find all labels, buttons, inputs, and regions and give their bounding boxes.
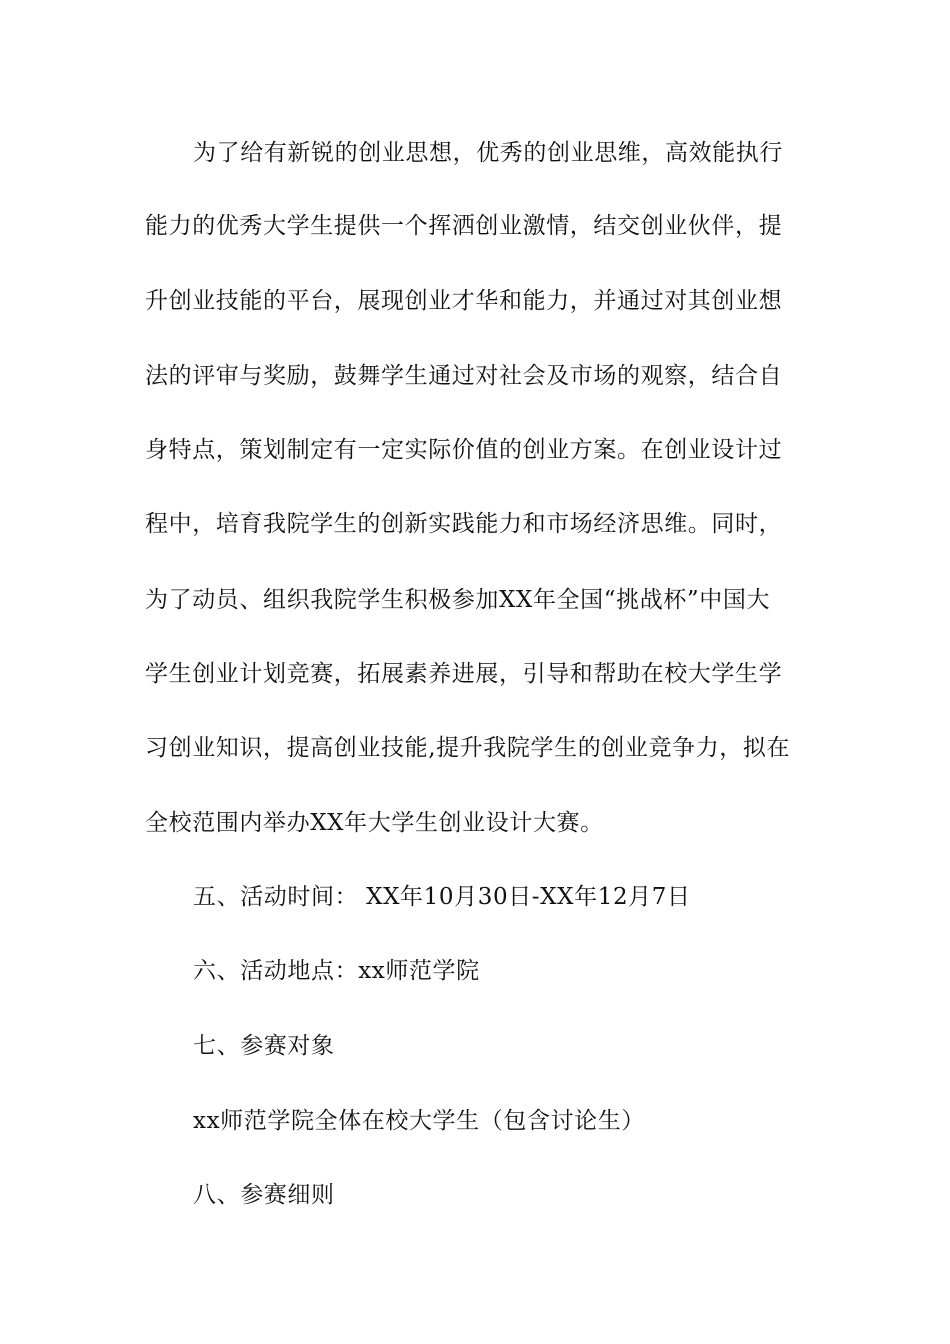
activity-time: 五、活动时间： XX年10月30日-XX年12月7日 <box>193 884 691 910</box>
paragraph-line-10: 全校范围内举办XX年大学生创业设计大赛。 <box>145 810 604 836</box>
paragraph-line-6: 程中，培育我院学生的创新实践能力和市场经济思维。同时， <box>145 511 783 537</box>
participants-text: xx师范学院全体在校大学生（包含讨论生） <box>193 1108 645 1134</box>
paragraph-line-3: 升创业技能的平台，展现创业才华和能力，并通过对其创业想 <box>145 288 783 314</box>
rules-heading: 八、参赛细则 <box>193 1182 335 1208</box>
participants-heading: 七、参赛对象 <box>193 1033 335 1059</box>
paragraph-line-4: 法的评审与奖励，鼓舞学生通过对社会及市场的观察，结合自 <box>145 363 783 389</box>
paragraph-line-5: 身特点，策划制定有一定实际价值的创业方案。在创业设计过 <box>145 437 783 463</box>
paragraph-line-2: 能力的优秀大学生提供一个挥洒创业激情，结交创业伙伴，提 <box>145 213 783 239</box>
paragraph-line-1: 为了给有新锐的创业思想，优秀的创业思维，高效能执行 <box>193 140 783 166</box>
paragraph-line-8: 学生创业计划竞赛，拓展素养进展，引导和帮助在校大学生学 <box>145 661 783 687</box>
paragraph-line-7: 为了动员、组织我院学生积极参加XX年全国“挑战杯”中国大 <box>145 587 771 613</box>
paragraph-line-9: 习创业知识，提高创业技能,提升我院学生的创业竞争力，拟在 <box>145 735 791 761</box>
activity-place: 六、活动地点：xx师范学院 <box>193 958 480 984</box>
